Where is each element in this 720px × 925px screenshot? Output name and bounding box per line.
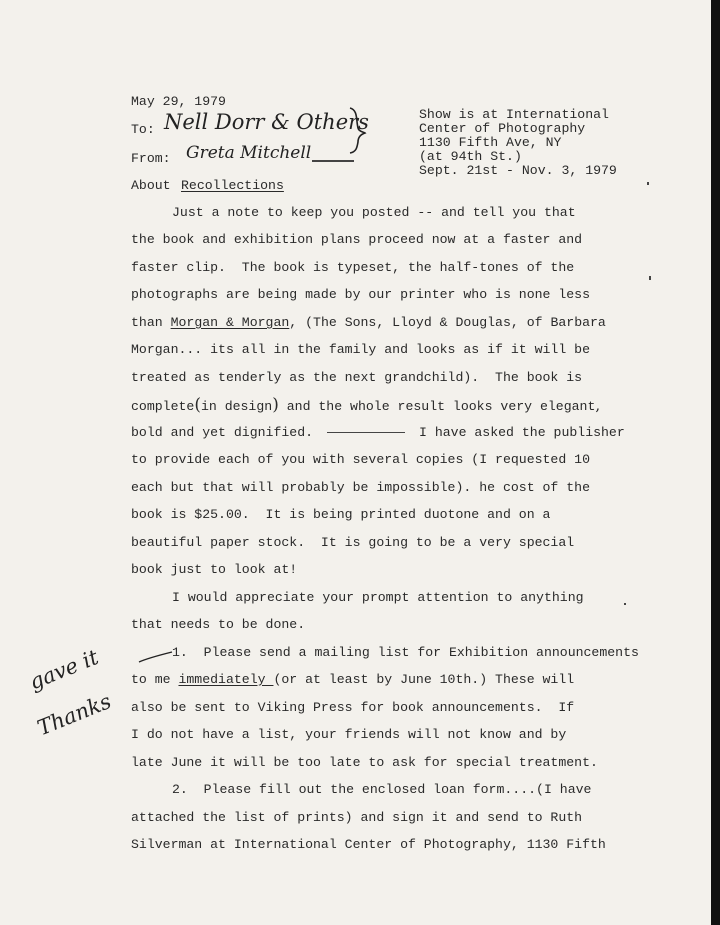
body-line: I have asked the publisher [419,425,625,440]
body-line [131,397,600,415]
body-line: bold and yet dignified. [131,425,314,440]
body-line: each but that will probably be impossible). he cost of the [131,480,590,495]
handwritten-paren: ( [194,395,201,415]
stray-mark [624,603,626,605]
body-line: Just a note to keep you posted -- and tell you that [172,205,576,220]
to-label: To: [131,122,155,137]
about-subject: Recollections [181,178,284,193]
body-line: 2. Please fill out the enclosed loan form....(I have [172,782,592,797]
body-line: photographs are being made by our printer who is none less [131,287,590,302]
to-recipients-handwritten: Nell Dorr & Others [164,110,369,134]
scan-edge [711,0,720,925]
body-line [131,315,606,331]
stray-mark [649,276,651,280]
body-line: also be sent to Viking Press for book announcements. If [131,700,575,715]
body-line: the book and exhibition plans proceed now at a faster and [131,232,583,247]
show-note-line: 1130 Fifth Ave, NY [419,135,562,150]
show-note-line: (at 94th St.) [419,149,522,164]
body-text: in design [200,399,273,414]
body-text: to me [131,672,179,687]
body-line: treated as tenderly as the next grandchild). The book is [131,370,583,385]
emphasis-immediately: immediately [178,672,274,687]
body-line: that needs to be done. [131,617,306,632]
handwritten-paren: ) [272,395,279,415]
handwritten-dash [327,432,405,433]
body-line: Silverman at International Center of Photography, 1130 Fifth [131,837,606,852]
signature-stroke [312,160,354,162]
show-note-line: Sept. 21st - Nov. 3, 1979 [419,163,617,178]
body-text: than [131,315,171,330]
body-line: I would appreciate your prompt attention to anything [172,590,584,605]
body-line: Morgan... its all in the family and looks as if it will be [131,342,590,357]
brace-mark [346,106,368,154]
about-label: About [131,178,171,193]
letter-date: May 29, 1979 [131,94,226,109]
printer-name: Morgan & Morgan [170,315,290,330]
margin-note-arrow [138,648,174,664]
body-text: and the whole result looks very elegant [278,399,596,414]
stray-mark [647,182,649,185]
margin-note-line: Thanks [34,689,115,741]
body-line: attached the list of prints) and sign it and send to Ruth [131,810,583,825]
body-line: I do not have a list, your friends will not know and by [131,727,567,742]
handwritten-comma: , [595,396,601,414]
body-line: beautiful paper stock. It is going to be a very special [131,535,575,550]
body-line: book is $25.00. It is being printed duotone and on a [131,507,551,522]
body-line [131,672,574,688]
margin-note-line: gave it [26,644,102,695]
body-line: to provide each of you with several copies (I requested 10 [131,452,590,467]
show-note-line: Center of Photography [419,121,586,136]
body-line: book just to look at! [131,562,298,577]
body-line: faster clip. The book is typeset, the half-tones of the [131,260,575,275]
from-sender-handwritten: Greta Mitchell [186,143,312,163]
body-text: , (The Sons, Lloyd & Douglas, of Barbara [289,315,606,330]
body-text: complete [131,399,195,414]
show-note-line: Show is at International [419,107,609,122]
from-label: From: [131,151,171,166]
body-line: late June it will be too late to ask for special treatment. [131,755,598,770]
body-text: (or at least by June 10th.) These will [273,672,575,687]
body-line: 1. Please send a mailing list for Exhibition announcements [172,645,639,660]
